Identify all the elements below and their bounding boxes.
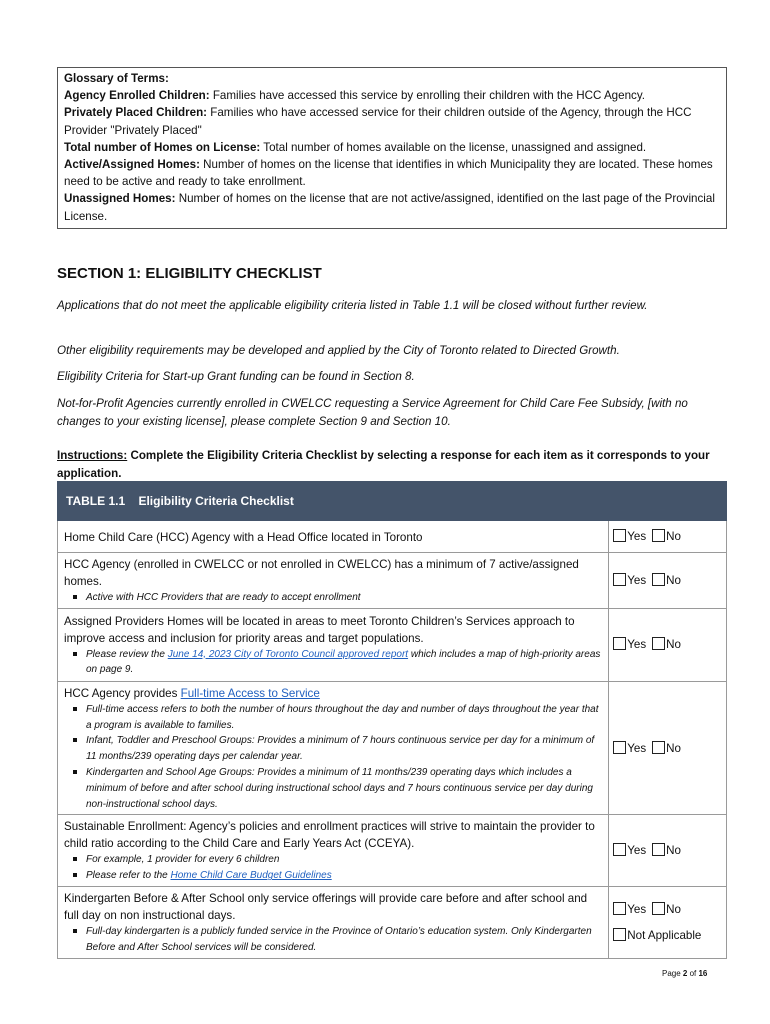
- criteria-bullets: [64, 590, 602, 606]
- page-total: 16: [698, 969, 708, 978]
- instructions-text: Complete the Eligibility Criteria Checklist by selecting a response for each item as it corresponds to your application.: [57, 449, 710, 480]
- bullet-item: Active with HCC Providers that are ready to accept enrollment: [86, 590, 602, 606]
- table-row: [58, 815, 727, 887]
- bullet-item: Full-day kindergarten is a publicly funded service in the Province of Ontario’s education system. Only Kindergarten Before and After School services will be considered.: [86, 924, 602, 956]
- yes-checkbox[interactable]: [613, 843, 626, 856]
- glossary-term: Unassigned Homes:: [64, 192, 176, 206]
- glossary-entry: [64, 139, 720, 156]
- bullet-item: Infant, Toddler and Preschool Groups: Provides a minimum of 7 hours continuous service per day for a minimum of 11 months/239 operating days per calendar year.: [86, 733, 602, 765]
- yes-checkbox[interactable]: [613, 637, 626, 650]
- glossary-definition: Families who have accessed service for their children outside of the Agency, through the HCC Provider "Privately Placed": [64, 106, 692, 137]
- criteria-text: Sustainable Enrollment: Agency’s policies and enrollment practices will strive to maintain the provider to child ratio according to the Child Care and Early Years Act (CCEYA).: [64, 820, 595, 851]
- glossary-entry: [64, 104, 720, 138]
- no-option[interactable]: [652, 636, 681, 653]
- glossary-entry: [64, 190, 720, 224]
- glossary-entry: [64, 87, 720, 104]
- yes-label: Yes: [627, 844, 647, 858]
- yes-label: Yes: [627, 741, 647, 755]
- glossary-box: [57, 67, 727, 229]
- response-cell: [609, 886, 727, 958]
- yes-option[interactable]: [613, 842, 646, 859]
- no-checkbox[interactable]: [652, 637, 665, 650]
- not-applicable-checkbox[interactable]: [613, 928, 626, 941]
- criteria-cell: [58, 521, 609, 553]
- page-number: 2: [682, 969, 688, 978]
- response-cell: [609, 815, 727, 887]
- not-applicable-option[interactable]: [613, 927, 726, 944]
- criteria-bullets: [64, 852, 602, 884]
- criteria-bullets: [64, 647, 602, 679]
- bullet-item: For example, 1 provider for every 6 children: [86, 852, 602, 868]
- yes-option[interactable]: [613, 636, 646, 653]
- instructions: [57, 447, 717, 482]
- criteria-text: Assigned Providers Homes will be located in areas to meet Toronto Children’s Services approach to improve access and inclusion for priority areas and target populations.: [64, 614, 575, 645]
- bullet-item: [86, 647, 602, 679]
- yes-label: Yes: [627, 530, 647, 543]
- glossary-heading: Glossary of Terms:: [64, 72, 169, 85]
- council-report-link[interactable]: June 14, 2023 City of Toronto Council approved report: [167, 648, 409, 660]
- bullet-text: Please refer to the: [86, 870, 171, 882]
- of-label: of: [687, 969, 699, 978]
- no-checkbox[interactable]: [652, 529, 665, 542]
- table-row: [58, 521, 727, 553]
- not-applicable-label: Not Applicable: [627, 928, 702, 942]
- table-row: [58, 886, 727, 958]
- glossary-term: Agency Enrolled Children:: [64, 89, 210, 103]
- no-option[interactable]: [652, 901, 681, 918]
- glossary-term: Privately Placed Children:: [64, 106, 208, 120]
- no-checkbox[interactable]: [652, 741, 665, 754]
- criteria-cell: [58, 553, 609, 609]
- criteria-cell: [58, 886, 609, 958]
- criteria-cell: [58, 608, 609, 681]
- criteria-text: Home Child Care (HCC) Agency with a Head Office located in Toronto: [64, 530, 423, 544]
- eligibility-table: [57, 481, 727, 959]
- yes-option[interactable]: [613, 528, 646, 545]
- response-cell: [609, 681, 727, 815]
- intro-paragraph: Eligibility Criteria for Start-up Grant funding can be found in Section 8.: [57, 370, 415, 383]
- no-label: No: [666, 638, 681, 652]
- yes-label: Yes: [627, 573, 647, 587]
- intro-paragraph: Applications that do not meet the applicable eligibility criteria listed in Table 1.1 will be closed without further review.: [57, 299, 648, 312]
- yes-label: Yes: [627, 902, 647, 916]
- no-option[interactable]: [652, 572, 681, 589]
- intro-paragraph: Other eligibility requirements may be developed and applied by the City of Toronto related to Directed Growth.: [57, 344, 620, 357]
- no-checkbox[interactable]: [652, 843, 665, 856]
- criteria-cell: [58, 681, 609, 815]
- criteria-bullets: [64, 702, 602, 813]
- criteria-bullets: [64, 924, 602, 956]
- yes-option[interactable]: [613, 572, 646, 589]
- bullet-item: [86, 868, 602, 884]
- bullet-text: which includes a map of high-priority areas on page 9.: [86, 648, 601, 676]
- criteria-text: Kindergarten Before & After School only service offerings will provide care before and after school and full day on non instructional days.: [64, 891, 588, 922]
- table-row: [58, 608, 727, 681]
- table-row: [58, 681, 727, 815]
- glossary-definition: Number of homes on the license that identifies in which Municipality they are located. These homes need to be active and ready to take enrollment.: [64, 158, 713, 189]
- budget-guidelines-link[interactable]: Home Child Care Budget Guidelines: [170, 870, 332, 882]
- criteria-cell: [58, 815, 609, 887]
- no-checkbox[interactable]: [652, 902, 665, 915]
- no-option[interactable]: [652, 528, 681, 545]
- glossary-entry: [64, 156, 720, 190]
- response-cell: [609, 553, 727, 609]
- no-label: No: [666, 741, 681, 755]
- bullet-item: Full-time access refers to both the number of hours throughout the day and number of days throughout the year that a program is available to families.: [86, 702, 602, 734]
- no-label: No: [666, 530, 681, 543]
- criteria-text: [64, 685, 602, 702]
- intro-paragraph: Not-for-Profit Agencies currently enrolled in CWELCC requesting a Service Agreement for Child Care Fee Subsidy, [with no changes to your existing license], please complete Section 9 and Section 10.: [57, 397, 688, 428]
- no-checkbox[interactable]: [652, 573, 665, 586]
- section-title: SECTION 1: ELIGIBILITY CHECKLIST: [57, 265, 322, 282]
- page-footer: [662, 969, 707, 978]
- no-option[interactable]: [652, 842, 681, 859]
- yes-checkbox[interactable]: [613, 902, 626, 915]
- no-label: No: [666, 573, 681, 587]
- glossary-term: Total number of Homes on License:: [64, 140, 261, 154]
- yes-option[interactable]: [613, 740, 646, 757]
- yes-option[interactable]: [613, 901, 646, 918]
- no-label: No: [666, 902, 681, 916]
- no-option[interactable]: [652, 740, 681, 757]
- glossary-term: Active/Assigned Homes:: [64, 158, 200, 172]
- yes-checkbox[interactable]: [613, 741, 626, 754]
- response-cell: [609, 521, 727, 553]
- yes-checkbox[interactable]: [613, 573, 626, 586]
- page-label: Page: [662, 969, 683, 978]
- response-cell: [609, 608, 727, 681]
- yes-checkbox[interactable]: [613, 529, 626, 542]
- no-label: No: [666, 844, 681, 858]
- table-row: [58, 553, 727, 609]
- yes-no-options: [613, 901, 726, 918]
- criteria-text: HCC Agency (enrolled in CWELCC or not enrolled in CWELCC) has a minimum of 7 active/assigned homes.: [64, 558, 579, 588]
- bullet-item: Kindergarten and School Age Groups: Provides a minimum of 11 months/239 operating days which includes a minimum of before and after school during instructional school days and 7 hours continuous service per day during non-instructional school days.: [86, 765, 602, 812]
- full-time-access-link[interactable]: Full-time Access to Service: [180, 686, 320, 700]
- criteria-text-pre: HCC Agency provides: [64, 686, 181, 700]
- table-title: TABLE 1.1 Eligibility Criteria Checklist: [58, 482, 727, 521]
- glossary-definition: Families have accessed this service by enrolling their children with the HCC Agency.: [209, 89, 645, 103]
- glossary-definition: Number of homes on the license that are not active/assigned, identified on the last page of the Provincial License.: [64, 192, 715, 223]
- bullet-text: Please review the: [86, 648, 168, 660]
- table-header-row: [58, 482, 727, 521]
- glossary-definition: Total number of homes available on the license, unassigned and assigned.: [260, 140, 647, 154]
- yes-label: Yes: [627, 638, 647, 652]
- instructions-label: Instructions:: [57, 449, 128, 462]
